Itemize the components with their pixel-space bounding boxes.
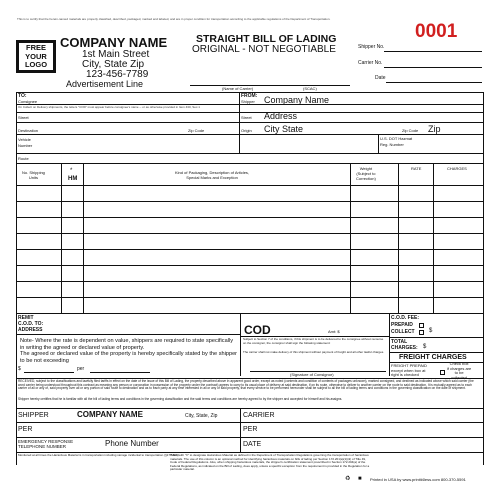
recycle-icon: ♻ bbox=[345, 476, 351, 482]
date-label: Date bbox=[375, 75, 386, 81]
emergency-phone: Phone Number bbox=[105, 439, 159, 448]
col-charges: CHARGES bbox=[447, 166, 467, 171]
note-text2: The agreed or declared value of the property is hereby specifically stated by the shipper to be not exceeding bbox=[20, 351, 238, 364]
carrier-sig-label: CARRIER bbox=[243, 412, 275, 419]
shipper-sig-label: SHIPPER bbox=[18, 412, 49, 419]
cod-fee-label: C.O.D. FEE: bbox=[391, 315, 420, 321]
table-row[interactable] bbox=[16, 281, 483, 282]
vehicle-number-label: Number bbox=[18, 143, 33, 148]
table-row[interactable] bbox=[16, 233, 483, 234]
per-field[interactable] bbox=[90, 372, 150, 373]
cod-label: COD bbox=[244, 323, 271, 337]
shipper-no-field[interactable] bbox=[384, 51, 482, 52]
per-label-carrier: PER bbox=[243, 426, 258, 433]
from-label: FROM: bbox=[241, 93, 258, 99]
total-charges-label: TOTAL CHARGES: bbox=[391, 339, 418, 351]
table-row[interactable] bbox=[16, 249, 483, 250]
print-credit: Printed in USA by www.printit4less.com 800-370-5591 bbox=[370, 477, 466, 482]
bottom-company-name: COMPANY NAME bbox=[77, 410, 143, 419]
signature-block-top bbox=[16, 408, 483, 409]
title-line1: STRAIGHT BILL OF LADING bbox=[196, 33, 337, 45]
reg-number-label: Reg. Number bbox=[380, 142, 404, 147]
company-ad: Advertisement Line bbox=[66, 79, 144, 89]
lock-icon: ■ bbox=[358, 476, 362, 482]
vehicle-label: Vehicle bbox=[18, 137, 31, 142]
company-street: 1st Main Street bbox=[82, 49, 150, 60]
footnote-left: Monitored at all times the Hazardous Material is in transportation including storage incidental to transportation (§172.604) bbox=[18, 453, 179, 457]
section7-text: Subject to Section 7 of the conditions, if this shipment is to be delivered to the consignee without recourse on the consignor, the consignor shall sign the following statement: bbox=[243, 337, 384, 345]
origin-city: City State bbox=[264, 124, 304, 134]
footnote: *Mark with "X" to designate Hazardous Material as defined in the Department of Transportation Regulations governing the transportation of hazardous materials. The use of this column is an optional method for identifying hazardous materials on bills of lading per Section 172.201(a)(1)(iii) of Title 49, Code of Federal Regulations. Also, when shipping hazardous materials, the shipper's certification statement prescribed in Section 172.204(a) of the Federal Regulations, as indicated on the Bill of Lading, does apply, unless a specific exception from the requirement is provided in the Regulation for a particular material. bbox=[170, 453, 370, 471]
consignee-label: Consignee bbox=[18, 99, 38, 104]
title-line2: ORIGINAL - NOT NEGOTIABLE bbox=[192, 44, 336, 55]
divider bbox=[16, 134, 483, 135]
shipper-company: Company Name bbox=[264, 95, 330, 105]
freight-charges-title: FREIGHT CHARGES bbox=[399, 354, 467, 361]
dot-divider bbox=[378, 134, 379, 153]
col-star: * bbox=[70, 168, 73, 174]
to-street-label: Street bbox=[18, 115, 29, 120]
from-address: Address bbox=[264, 111, 298, 121]
carrier-no-label: Carrier No. bbox=[358, 60, 383, 66]
total-dollar: $ bbox=[423, 344, 427, 350]
received-text: RECEIVED, subject to the classifications and lawfully filed tariffs in effect on the date of the issue of this Bill of Lading, the property described above in apparent good order, except as noted (contents and condition of contents of packages unknown), marked consigned, and destined as indicated above which said carrier (the word carrier being understood throughout this contract as meaning any person or corporation in possession of the property under the contract) agrees to carry to its usual place of delivery at said destination, if on its route, otherwise to deliver to another carrier on the route to said destination. It is mutually agreed as to each carrier of all or any of, said property over all or any portion of said route to destination and as to each party at any time interested in all or any of said property, that every service to be performed hereunder shall be subject to all the bill of lading terms and conditions in the governing classification on the date of shipment. bbox=[18, 379, 474, 391]
route-label: Route bbox=[18, 156, 29, 161]
from-zip-label: Zip Code bbox=[402, 128, 419, 133]
divider bbox=[16, 104, 239, 105]
remit-divider bbox=[240, 313, 241, 376]
shipper-certification-text: Shipper hereby certifies that he is familiar with all the bill of lading terms and conditions in the governing classification and the said terms and conditions are hereby agreed to by the shipper and accepted for himself and his assigns. bbox=[18, 397, 343, 401]
logo: FREE YOUR LOGO bbox=[16, 40, 56, 73]
cod-to-label: C.O.D. TO: bbox=[18, 321, 44, 327]
cod-note: On Collect on Delivery shipments, the letters "COD" must appear before consignee's name -- or as otherwise provided in Item 430, Sec.1 bbox=[18, 105, 200, 109]
carrier-no-field[interactable] bbox=[384, 67, 482, 68]
collect-checkbox[interactable] bbox=[419, 330, 424, 335]
cod-amt: Amt: $ bbox=[328, 329, 340, 334]
table-row[interactable] bbox=[16, 217, 483, 218]
origin-label: Origin bbox=[241, 128, 252, 133]
collect-label: COLLECT bbox=[391, 329, 415, 335]
to-zip-label: Zip Code bbox=[188, 128, 205, 133]
remit-address-field[interactable] bbox=[16, 334, 240, 335]
section7-text2: The carrier shall not make delivery of this shipment without payment of freight and all other lawful charges. bbox=[243, 350, 385, 354]
remit-address-label: ADDRESS bbox=[18, 327, 43, 333]
value-dollar: $ bbox=[18, 366, 21, 372]
table-row[interactable] bbox=[16, 297, 483, 298]
freight-checkbox-text: Check box if charges are to be collected bbox=[447, 361, 472, 380]
carrier-name-label: (Name of Carrier) bbox=[222, 86, 254, 91]
table-row[interactable] bbox=[16, 265, 483, 266]
divider bbox=[389, 352, 483, 353]
company-city: City, State Zip bbox=[82, 59, 145, 70]
cod-fee-dollar: $ bbox=[429, 328, 433, 334]
destination-label: Destination bbox=[18, 128, 39, 133]
date-field[interactable] bbox=[386, 82, 482, 83]
dot-hazmat-label: U.S. DOT Hazmat bbox=[380, 136, 413, 141]
company-phone: 123-456-7789 bbox=[86, 69, 149, 80]
divider bbox=[16, 122, 483, 123]
col-hm: HM bbox=[68, 176, 78, 182]
cod-divider bbox=[389, 313, 390, 376]
from-street-label: Street bbox=[241, 115, 252, 120]
carrier-name-field[interactable] bbox=[190, 85, 350, 86]
col-kind: Kind of Packaging, Description of Articles, Special Marks and Exception bbox=[175, 170, 250, 180]
company-name: COMPANY NAME bbox=[60, 35, 168, 50]
prepaid-label: PREPAID bbox=[391, 322, 413, 328]
divider bbox=[16, 163, 483, 164]
scac-label: (SCAC) bbox=[303, 86, 317, 91]
divider bbox=[16, 153, 483, 154]
prepaid-checkbox[interactable] bbox=[419, 323, 424, 328]
divider bbox=[16, 112, 483, 113]
value-per: per bbox=[77, 366, 85, 372]
signature-label: (Signature of Consignor) bbox=[290, 372, 334, 377]
table-row[interactable] bbox=[16, 201, 483, 202]
col-no-units: No. Shipping Units bbox=[22, 170, 45, 180]
freight-prepaid-text: FREIGHT PREPAID except when box at right is checked bbox=[391, 363, 427, 377]
col-rate: RATE bbox=[411, 166, 422, 171]
divider bbox=[16, 437, 483, 438]
form-number: 0001 bbox=[415, 21, 458, 42]
divider bbox=[16, 185, 483, 186]
to-label: TO: bbox=[18, 93, 27, 99]
fine-print-top: This is to certify that the herein-named materials are properly classified, described, packaged, marked and labeled, and are in proper condition for transportation according to the applicable regulations of the Department of Transportation. bbox=[17, 17, 331, 21]
emergency-label: EMERGENCY RESPONSE TELEPHONE NUMBER bbox=[18, 439, 74, 449]
frame-right bbox=[483, 92, 484, 465]
divider bbox=[239, 104, 483, 105]
bottom-city-state-zip: City, State, Zip bbox=[185, 413, 218, 419]
signature-block-divider bbox=[240, 408, 241, 452]
divider bbox=[389, 337, 483, 338]
col-weight: Weight (Subject to Correction) bbox=[356, 166, 376, 181]
remit-label: REMIT bbox=[18, 315, 34, 321]
collect-charges-checkbox[interactable] bbox=[440, 370, 445, 375]
value-field[interactable] bbox=[24, 372, 74, 373]
shipper-no-label: Shipper No. bbox=[358, 44, 385, 50]
per-label: PER bbox=[18, 426, 33, 433]
from-zip: Zip bbox=[428, 124, 441, 134]
frame-left bbox=[16, 92, 17, 465]
table-bottom bbox=[16, 313, 483, 314]
divider bbox=[16, 422, 483, 423]
shipper-label: Shipper bbox=[241, 99, 255, 104]
date-sig-label: DATE bbox=[243, 441, 262, 448]
note-text1: Note- Where the rate is dependent on value, shippers are required to state specifically in writing the agreed or declared value of property. bbox=[20, 338, 233, 351]
